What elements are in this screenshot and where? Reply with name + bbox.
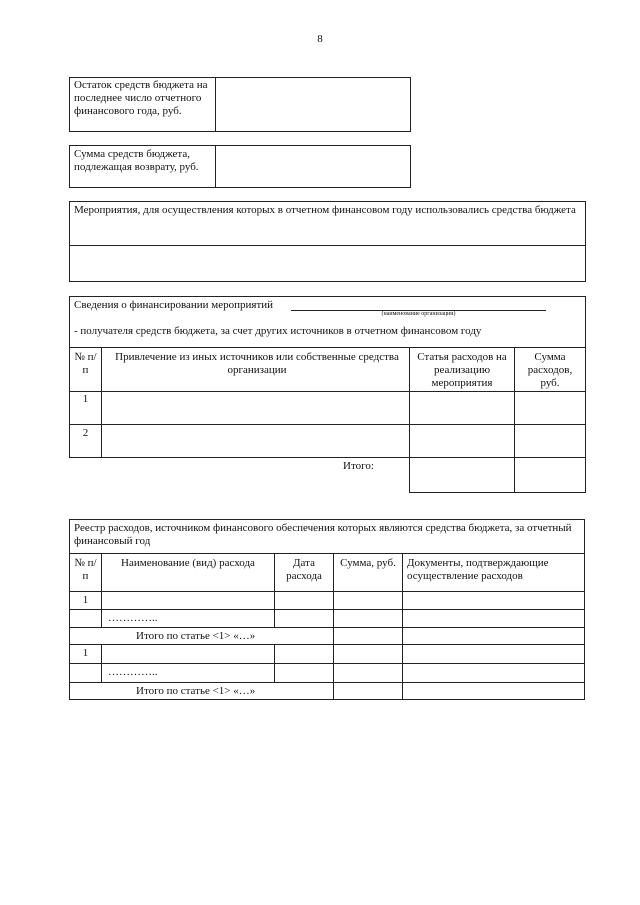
reg-header-docs: Документы, подтверждающие осуществление расходов <box>407 557 549 582</box>
page-number: 8 <box>317 33 323 45</box>
fin-row-1-no: 1 <box>82 393 89 405</box>
reg-group-1-no: 1 <box>82 594 89 606</box>
fin-row-1-sum[interactable] <box>517 393 583 422</box>
reg-header-name: Наименование (вид) расхода <box>121 557 255 569</box>
financing-title: Сведения о финансировании мероприятий <box>74 299 274 311</box>
activities-field[interactable] <box>74 249 582 279</box>
activities-label: Мероприятия, для осуществления которых в отчетном финансовом году использовались средства бюджета <box>74 204 576 216</box>
fin-row-2-article[interactable] <box>412 427 512 456</box>
fin-row-2-sum[interactable] <box>517 427 583 456</box>
fin-row-1-article[interactable] <box>412 393 512 422</box>
reg-header-date: Дата расхода <box>286 557 322 582</box>
reg-header-sum: Сумма, руб. <box>340 557 396 569</box>
fin-header-article: Статья расходов на реализацию мероприятия <box>417 351 507 389</box>
fin-header-sum: Сумма расходов, руб. <box>527 351 573 389</box>
fin-header-attraction: Привлечение из иных источников или собственные средства организации <box>115 351 399 376</box>
fin-row-1-attraction[interactable] <box>104 393 406 422</box>
reg-group-2-no: 1 <box>82 647 89 659</box>
fin-total-label: Итого: <box>343 460 374 472</box>
budget-remainder-label: Остаток средств бюджета на последнее число отчетного финансового года, руб. <box>74 79 208 117</box>
return-amount-label: Сумма средств бюджета, подлежащая возврату, руб. <box>74 148 199 173</box>
reg-group-1-total: Итого по статье <1> «…» <box>136 630 256 642</box>
registry-title: Реестр расходов, источником финансового обеспечения которых являются средства бюджета, за отчетный финансовый год <box>74 522 572 547</box>
budget-remainder-field[interactable] <box>220 79 406 129</box>
fin-row-2-no: 2 <box>82 427 89 439</box>
financing-subtitle: - получателя средств бюджета, за счет других источников в отчетном финансовом году <box>74 325 482 337</box>
reg-group-2-ellipsis: ………….. <box>108 666 158 678</box>
reg-group-1-ellipsis: ………….. <box>108 612 158 624</box>
fin-row-2-attraction[interactable] <box>104 427 406 456</box>
org-name-caption: (наименование организации) <box>381 311 456 317</box>
return-amount-field[interactable] <box>220 148 406 186</box>
reg-group-2-total: Итого по статье <1> «…» <box>136 685 256 697</box>
fin-header-no: № п/п <box>74 351 97 376</box>
reg-header-no: № п/п <box>74 557 97 582</box>
